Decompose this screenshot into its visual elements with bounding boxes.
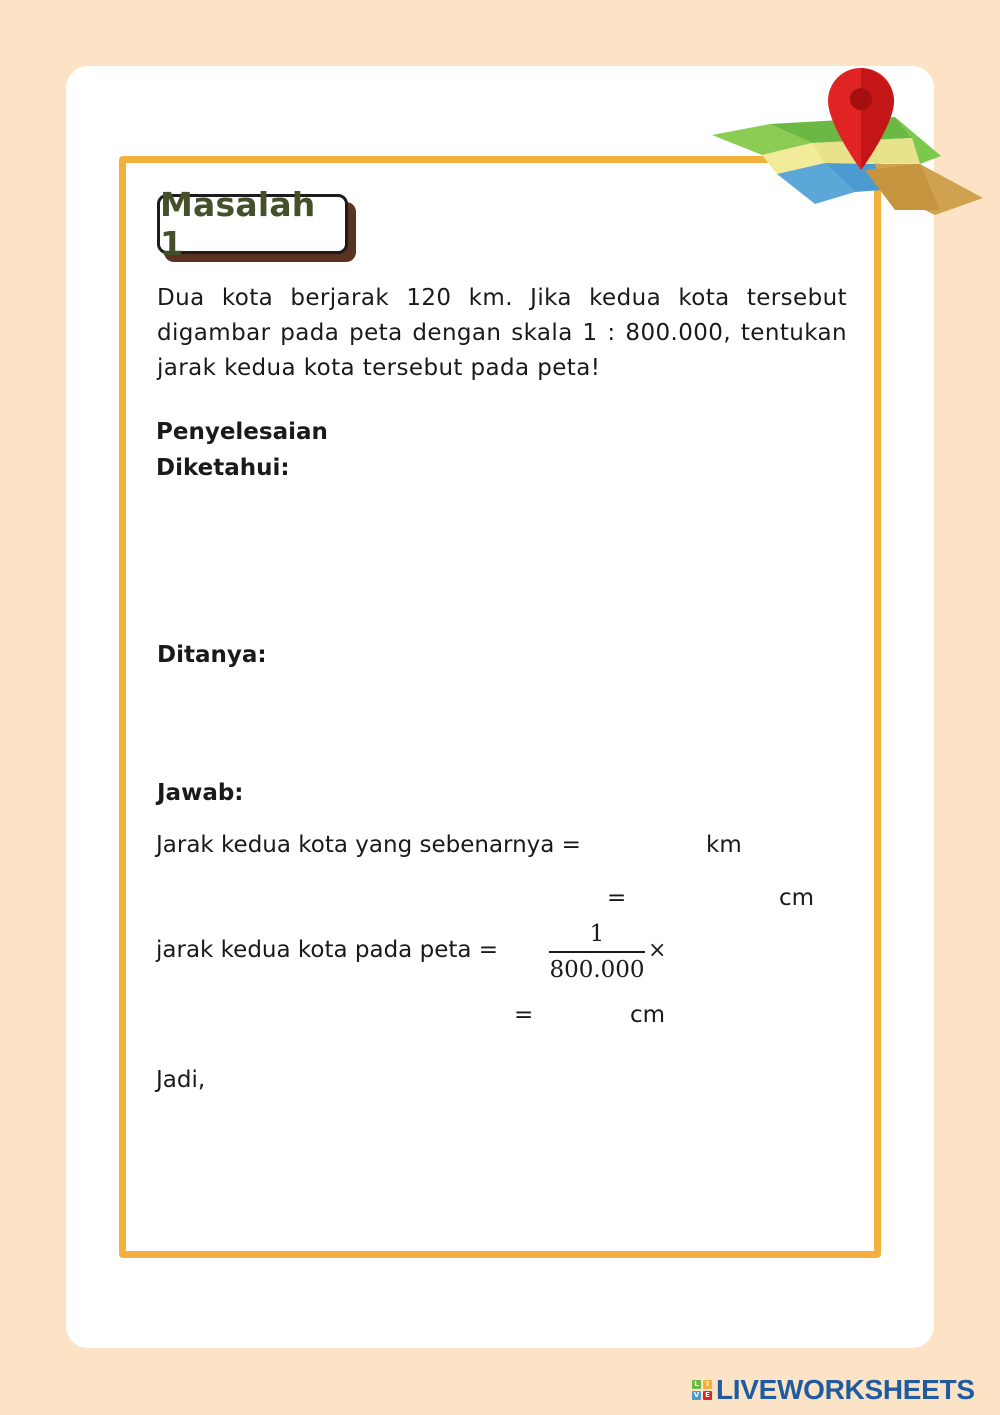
multiply-sign: × — [648, 938, 667, 963]
map-distance-label: jarak kedua kota pada peta = — [156, 937, 499, 963]
real-distance-unit: km — [706, 832, 742, 858]
map-pin-icon — [705, 60, 990, 230]
solution-heading: Penyelesaian — [156, 419, 328, 445]
logo-grid-icon: L I V E — [692, 1380, 712, 1400]
conversion-equals: = — [607, 885, 627, 911]
title-badge — [157, 185, 348, 263]
answer-heading: Jawab: — [157, 780, 244, 806]
fraction-bar — [549, 951, 645, 953]
result-unit: cm — [630, 1002, 666, 1028]
fraction-numerator: 1 — [589, 921, 605, 947]
conversion-unit: cm — [779, 885, 815, 911]
liveworksheets-logo — [692, 1374, 975, 1406]
fraction-denominator: 800.000 — [549, 957, 645, 983]
conclusion-label: Jadi, — [156, 1067, 206, 1093]
scale-fraction — [549, 920, 645, 984]
logo-text: LIVEWORKSHEETS — [716, 1374, 975, 1405]
asked-heading: Ditanya: — [157, 642, 267, 668]
page-title: Masalah 1 — [160, 185, 316, 263]
result-equals: = — [514, 1002, 534, 1028]
real-distance-label: Jarak kedua kota yang sebenarnya = — [156, 832, 581, 858]
problem-statement: Dua kota berjarak 120 km. Jika kedua kota tersebut digambar pada peta dengan skala 1 : 800.000, tentukan jarak kedua kota tersebut pada peta! — [157, 285, 847, 381]
known-heading: Diketahui: — [156, 455, 290, 481]
